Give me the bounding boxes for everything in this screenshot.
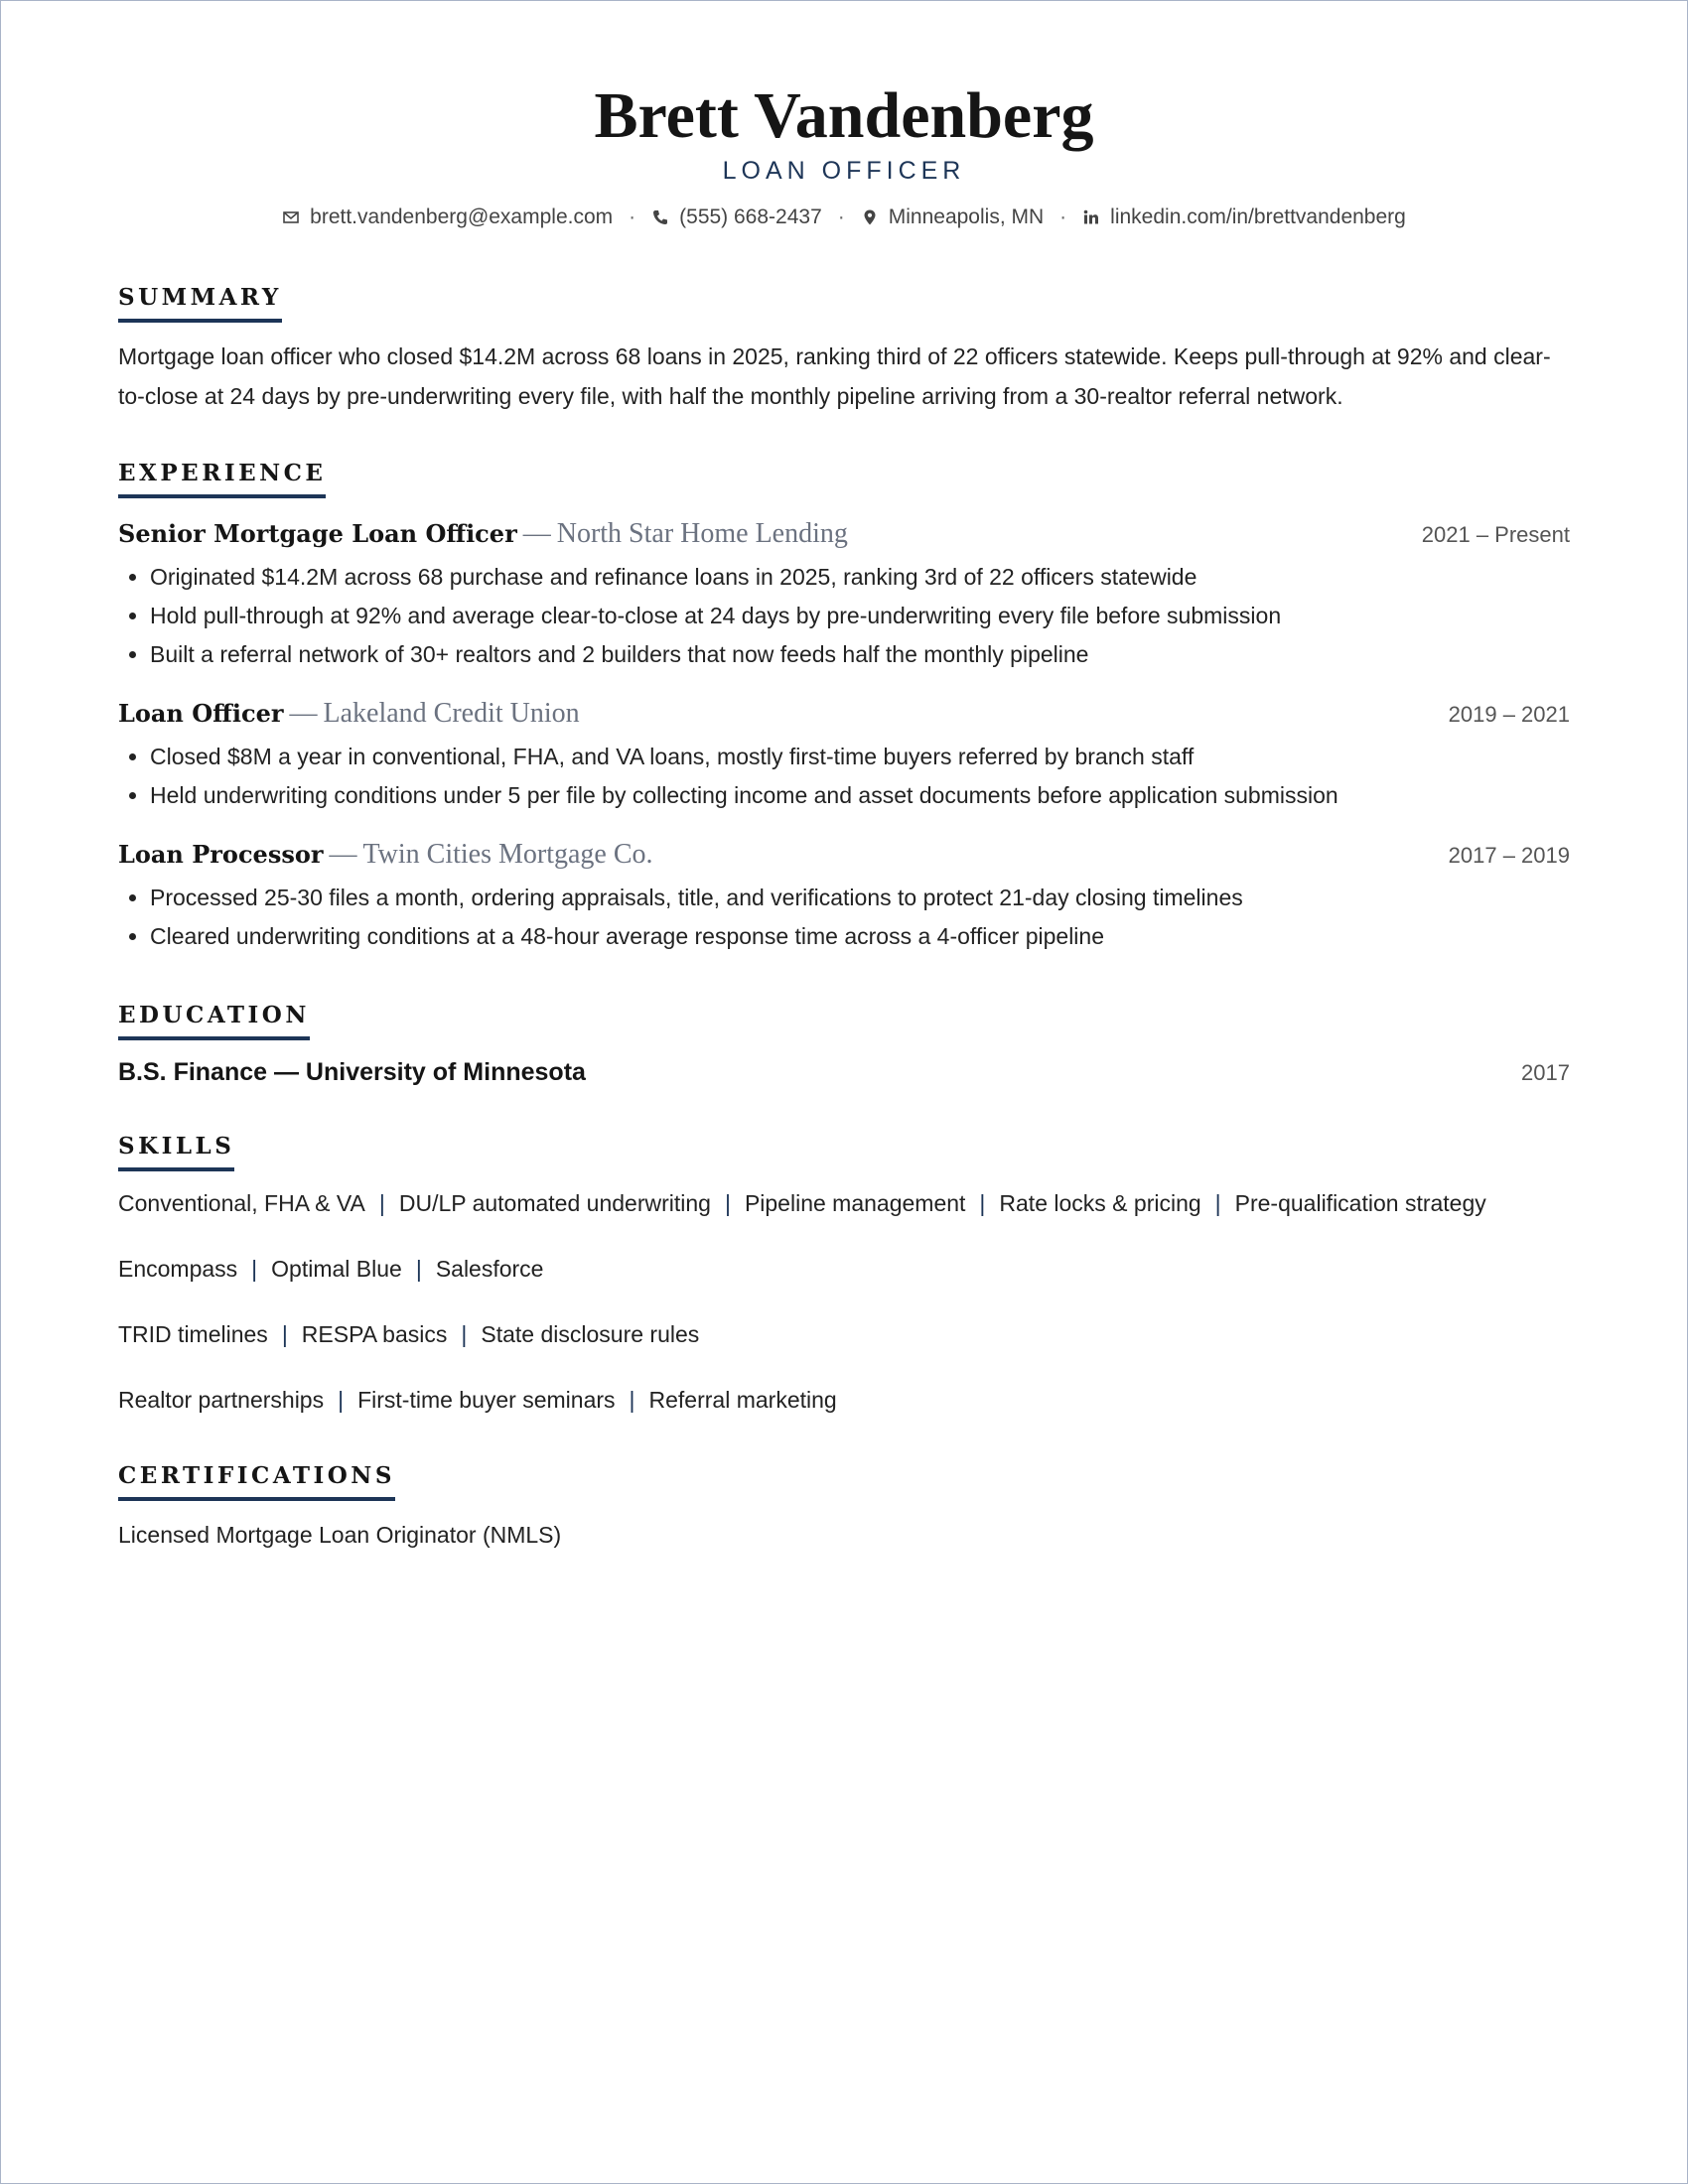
skill-item: TRID timelines — [118, 1321, 268, 1347]
skills-section — [118, 1131, 1570, 1419]
skill-item: RESPA basics — [301, 1321, 448, 1347]
experience-section — [118, 458, 1570, 956]
skill-separator: | — [251, 1256, 258, 1282]
section-heading — [118, 282, 282, 323]
skill-item: DU/LP automated underwriting — [398, 1190, 711, 1216]
section-heading — [118, 1000, 310, 1040]
linkedin-icon — [1082, 208, 1100, 226]
job-dash: — — [522, 518, 551, 549]
job-bullets — [118, 879, 1570, 956]
skill-item: Salesforce — [435, 1256, 544, 1282]
job-entry — [118, 839, 1570, 956]
contact-linkedin[interactable] — [1082, 204, 1406, 231]
skill-separator: | — [1214, 1190, 1221, 1216]
job-heading — [118, 839, 653, 871]
skill-item: Rate locks & pricing — [999, 1190, 1201, 1216]
job-bullets — [118, 738, 1570, 815]
section-heading — [118, 1131, 234, 1171]
contact-phone[interactable] — [651, 204, 822, 231]
location-text: Minneapolis, MN — [888, 205, 1045, 228]
section-underline — [118, 494, 326, 498]
job-header — [118, 698, 1570, 730]
job-bullet: • Held underwriting conditions under 5 per file by collecting income and asset documents before application submission — [150, 776, 1570, 815]
contact-line — [1, 204, 1687, 231]
job-bullet: • Hold pull-through at 92% and average clear-to-close at 24 days by pre-underwriting every file before submission — [150, 597, 1570, 635]
job-dates: 2019 – 2021 — [1448, 702, 1570, 727]
skill-separator: | — [378, 1190, 385, 1216]
section-underline — [118, 1497, 395, 1501]
job-title: Senior Mortgage Loan Officer — [118, 519, 517, 548]
resume-content — [118, 282, 1570, 1553]
skills-line — [118, 1382, 1570, 1419]
skill-separator: | — [415, 1256, 422, 1282]
job-title: Loan Processor — [118, 840, 324, 869]
section-heading — [118, 458, 326, 498]
job-entry — [118, 698, 1570, 815]
candidate-name: Brett Vandenberg — [594, 79, 1094, 152]
skill-item: First-time buyer seminars — [357, 1387, 616, 1413]
education-degree: B.S. Finance — University of Minnesota — [118, 1058, 586, 1086]
certification-item: Licensed Mortgage Loan Originator (NMLS) — [118, 1522, 562, 1548]
resume-header — [1, 1, 1687, 231]
job-dash: — — [329, 839, 357, 870]
skill-separator: | — [461, 1321, 468, 1347]
job-bullets — [118, 558, 1570, 674]
skill-item: Pre-qualification strategy — [1234, 1190, 1486, 1216]
job-bullet: • Built a referral network of 30+ realtors and 2 builders that now feeds half the monthly pipeline — [150, 635, 1570, 674]
job-bullet: • Processed 25-30 files a month, ordering appraisals, title, and verifications to protect 21-day closing timelines — [150, 879, 1570, 917]
linkedin-text: linkedin.com/in/brettvandenberg — [1110, 205, 1406, 228]
certifications-title: CERTIFICATIONS — [118, 1462, 395, 1489]
skill-separator: | — [979, 1190, 986, 1216]
education-section — [118, 1000, 1570, 1087]
job-bullet: • Cleared underwriting conditions at a 48-hour average response time across a 4-officer pipeline — [150, 917, 1570, 956]
skill-item: Conventional, FHA & VA — [118, 1190, 365, 1216]
skill-item: Encompass — [118, 1256, 238, 1282]
phone-text: (555) 668-2437 — [679, 205, 822, 228]
job-dates: 2017 – 2019 — [1448, 843, 1570, 868]
summary-title: SUMMARY — [118, 284, 282, 311]
section-underline — [118, 1036, 310, 1040]
skill-separator: | — [629, 1387, 635, 1413]
mail-icon — [282, 208, 300, 226]
skills-title: SKILLS — [118, 1133, 235, 1160]
job-dash: — — [289, 698, 318, 729]
section-heading — [118, 1460, 395, 1501]
skill-separator: | — [724, 1190, 731, 1216]
skills-line — [118, 1316, 1570, 1353]
job-org: North Star Home Lending — [556, 518, 848, 549]
skill-separator: | — [281, 1321, 288, 1347]
job-entry — [118, 518, 1570, 674]
skills-line — [118, 1251, 1570, 1288]
certifications-section — [118, 1460, 1570, 1553]
contact-separator: · — [837, 205, 845, 228]
phone-icon — [651, 208, 669, 226]
education-year: 2017 — [1521, 1060, 1570, 1085]
education-entry — [118, 1058, 1570, 1087]
job-header — [118, 518, 1570, 550]
skills-lines — [118, 1185, 1570, 1419]
job-bullet: • Originated $14.2M across 68 purchase and refinance loans in 2025, ranking 3rd of 22 officers statewide — [150, 558, 1570, 597]
summary-text: Mortgage loan officer who closed $14.2M across 68 loans in 2025, ranking third of 22 officers statewide. Keeps pull-through at 92% and clear-to-close at 24 days by pre-underwriting every file, with half the monthly pipeline arriving from a 30-realtor referral network. — [118, 343, 1551, 409]
section-underline — [118, 319, 282, 323]
contact-separator: · — [1059, 205, 1067, 228]
job-org: Twin Cities Mortgage Co. — [362, 839, 653, 870]
contact-email[interactable] — [282, 204, 613, 231]
candidate-role: LOAN OFFICER — [722, 157, 966, 185]
contact-separator: · — [629, 205, 636, 228]
job-header — [118, 839, 1570, 871]
skill-item: Optimal Blue — [271, 1256, 402, 1282]
section-underline — [118, 1167, 234, 1171]
location-pin-icon — [861, 208, 879, 226]
job-org: Lakeland Credit Union — [323, 698, 580, 729]
contact-location — [861, 204, 1044, 231]
job-bullet: • Closed $8M a year in conventional, FHA, and VA loans, mostly first-time buyers referred by branch staff — [150, 738, 1570, 776]
job-heading — [118, 518, 848, 550]
job-dates: 2021 – Present — [1421, 522, 1570, 547]
job-heading — [118, 698, 580, 730]
email-text: brett.vandenberg@example.com — [310, 205, 614, 228]
skill-item: Realtor partnerships — [118, 1387, 325, 1413]
skill-item: Referral marketing — [648, 1387, 837, 1413]
skills-line — [118, 1185, 1570, 1222]
skill-separator: | — [338, 1387, 345, 1413]
summary-section — [118, 282, 1570, 416]
experience-title: EXPERIENCE — [118, 460, 327, 486]
skill-item: Pipeline management — [744, 1190, 966, 1216]
job-title: Loan Officer — [118, 699, 284, 728]
education-title: EDUCATION — [118, 1002, 310, 1028]
skill-item: State disclosure rules — [481, 1321, 700, 1347]
